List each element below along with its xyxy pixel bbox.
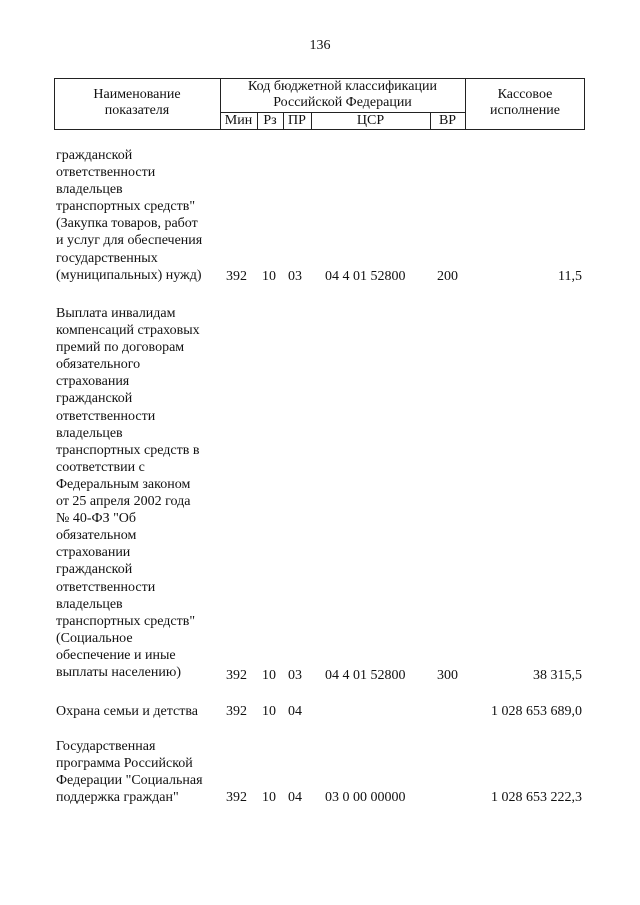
- row-name: Государственная программа Российской Федерации "Социальная поддержка граждан": [56, 739, 203, 806]
- row-csr: 04 4 01 52800: [325, 269, 406, 284]
- row-vr: 300: [437, 668, 458, 683]
- row-pr: 04: [288, 790, 302, 805]
- header-vr: ВР: [438, 113, 457, 128]
- header-min: Мин: [224, 113, 253, 128]
- row-pr: 03: [288, 668, 302, 683]
- header-sum: Кассовое исполнение: [490, 87, 560, 118]
- header-name: Наименование показателя: [93, 87, 181, 118]
- row-min: 392: [226, 269, 247, 284]
- page-number: 136: [309, 38, 331, 53]
- row-sum: 38 315,5: [533, 668, 582, 683]
- row-name: Выплата инвалидам компенсаций страховых премий по договорам обязательного страхования гражданской ответственности владельцев транспортных средств в соответствии с Федеральным законом от 25 апреля 2002 года № 40-ФЗ "Об обязательном страховании гражданской ответственности владельцев транспортных средств" (Социальное обеспечение и иные выплаты населению): [56, 306, 200, 680]
- row-min: 392: [226, 668, 247, 683]
- row-min: 392: [226, 790, 247, 805]
- row-sum: 1 028 653 222,3: [491, 790, 582, 805]
- table-header: [54, 78, 585, 130]
- row-vr: 200: [437, 269, 458, 284]
- header-code-group: Код бюджетной классификации Российской Федерации: [248, 79, 437, 110]
- header-bottom-border: [54, 129, 585, 130]
- row-sum: 1 028 653 689,0: [491, 704, 582, 719]
- row-rz: 10: [262, 704, 276, 719]
- header-rz: Рз: [263, 113, 277, 128]
- row-rz: 10: [262, 790, 276, 805]
- row-name: Охрана семьи и детства: [56, 704, 198, 719]
- row-csr: 03 0 00 00000: [325, 790, 406, 805]
- row-rz: 10: [262, 269, 276, 284]
- header-pr: ПР: [288, 113, 306, 128]
- row-sum: 11,5: [558, 269, 582, 284]
- row-pr: 04: [288, 704, 302, 719]
- header-csr: ЦСР: [356, 113, 385, 128]
- row-pr: 03: [288, 269, 302, 284]
- row-rz: 10: [262, 668, 276, 683]
- row-name: гражданской ответственности владельцев транспортных средств" (Закупка товаров, работ и услуг для обеспечения государственных (муниципальных) нужд): [56, 148, 203, 283]
- row-csr: 04 4 01 52800: [325, 668, 406, 683]
- row-min: 392: [226, 704, 247, 719]
